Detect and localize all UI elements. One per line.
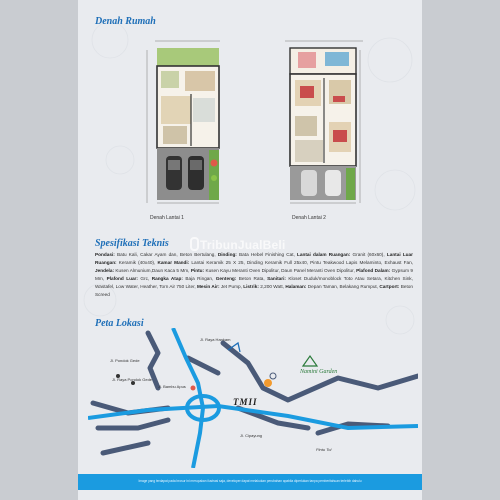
spec-label: Sanitari: xyxy=(267,275,286,281)
spec-label: Plafond Luar: xyxy=(106,275,138,281)
watermark-icon xyxy=(190,237,199,251)
spec-value: Jet Pump, xyxy=(219,283,242,289)
location-marker xyxy=(264,379,272,387)
spec-label: Pintu: xyxy=(190,267,205,273)
spec-value: Bata Hebel Finishing Cat, xyxy=(236,252,295,257)
spec-label: Listrik: xyxy=(243,283,259,289)
spec-value: 2,200 Watt, xyxy=(258,283,285,289)
spec-title: Spesifikasi Teknis xyxy=(95,238,169,249)
road-label: Jl. Bambu Apus xyxy=(158,384,186,389)
spec-label: Lantai Luar Ruangan: xyxy=(95,252,413,265)
spec-label: Halaman: xyxy=(285,283,307,289)
spec-value: Depan Taman, Belakang Rumput, xyxy=(306,283,379,289)
spec-value: Keramik (40x40), xyxy=(116,259,156,265)
floor1-caption: Denah Lantai 1 xyxy=(150,215,184,221)
spec-label: Mesin Air: xyxy=(197,283,220,289)
spec-label: Dinding: xyxy=(217,252,237,257)
spec-label: Plafond Dalam: xyxy=(356,267,391,273)
brand-label: Namini Garden xyxy=(300,369,338,375)
footer-bar xyxy=(78,474,422,490)
map-marker xyxy=(270,373,276,379)
spec-label: Genteng: xyxy=(215,275,237,281)
spec-label: Jendela: xyxy=(95,267,115,273)
toll-label: Pintu Tol xyxy=(316,447,332,452)
floor-plan-title: Denah Rumah xyxy=(95,16,156,27)
spec-value: Kusen Almunium,Daun Kaca 5 Mm, xyxy=(114,267,190,273)
floor-plan-lantai-1 xyxy=(147,41,220,203)
spec-value: Beton Rata, xyxy=(236,275,265,281)
spec-value: Gypsum 9 Mm, xyxy=(95,267,413,281)
spec-label: Kamar Mandi: xyxy=(157,259,190,265)
spec-value: Beton Screed xyxy=(95,283,413,297)
tmii-label: TMII xyxy=(233,397,258,407)
road-label: Jl. Pondok Gede xyxy=(110,358,140,363)
poi-marker xyxy=(191,386,196,391)
road-label: Jl. Raya Hankam xyxy=(200,337,231,342)
spec-label: Pondasi: xyxy=(95,252,115,257)
spec-label: Cartport: xyxy=(379,283,400,289)
spec-value: Kloset Duduk/monoblock Toto Atau Setara, Kitchen Sink, Wastafel, Low Water, Heather, Torn Air 750 Liter, xyxy=(95,275,413,289)
spec-value: Grc, xyxy=(137,275,150,281)
spec-label: Lantai dalam Ruangan: xyxy=(297,252,351,257)
floor2-caption: Denah Lantai 2 xyxy=(292,215,326,221)
spec-value: Kusen Kayu Meranti Oven Dipolitur, Daun Panel Meranti Oven Dipolitur, xyxy=(204,267,355,273)
floor-plans xyxy=(135,38,375,213)
spec-value: Baja Ringan, xyxy=(182,275,214,281)
spec-value: Granit (60x60), xyxy=(350,252,385,257)
map-title: Peta Lokasi xyxy=(95,318,144,329)
road-label: Jl. Cipayung xyxy=(240,433,263,438)
footer-disclaimer: Image yang terdapat pada brosur ini merupakan ilustrasi saja, developer dapat melakukan perubahan apabila diperlukan tanpa pemberitahuan terlebih dahulu xyxy=(138,479,362,483)
watermark: TribunJualBeli xyxy=(200,238,286,252)
spec-value: Batu Kali, Cakar Ayam dan, Beton Bertulang, xyxy=(114,252,216,257)
brand-logo-icon xyxy=(303,356,317,366)
floor-plan-lantai-2 xyxy=(285,41,363,203)
road-label: Jl. Raya Pondok Gede xyxy=(112,377,153,382)
spec-paragraph xyxy=(95,251,413,298)
spec-label: Rangka Atap: xyxy=(151,275,183,281)
spec-value: Lantai Keramik 25 X 25, Dinding Keramik Full 25x40, Pintu Teakwood Lapis Melaminto, Exhaust Fan, xyxy=(189,259,414,265)
